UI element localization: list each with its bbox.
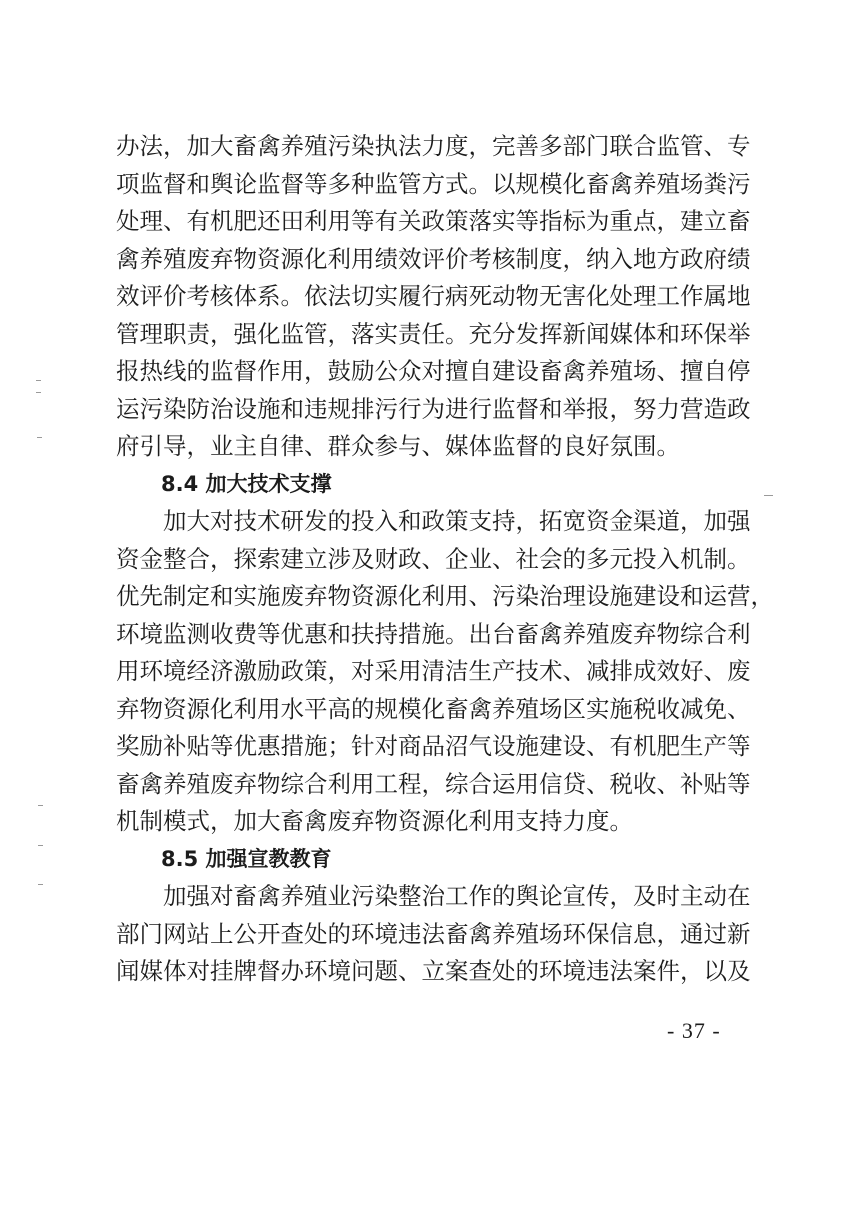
scan-mark — [36, 380, 41, 381]
scan-mark — [38, 805, 43, 806]
section-heading-8-4: 8.4 加大技术支撑 — [161, 471, 332, 496]
body-line: 畜禽养殖废弃物综合利用工程，综合运用信贷、税收、补贴等 — [116, 769, 751, 798]
section-heading-8-5: 8.5 加强宣教教育 — [161, 846, 332, 871]
page-body — [116, 128, 774, 991]
scan-mark — [764, 495, 773, 496]
body-line: 管理职责，强化监管，落实责任。充分发挥新闻媒体和环保举 — [116, 319, 751, 348]
body-line: 项监督和舆论监督等多种监管方式。以规模化畜禽养殖场粪污 — [116, 169, 751, 198]
body-line: 处理、有机肥还田利用等有关政策落实等指标为重点，建立畜 — [116, 207, 751, 235]
body-line: 部门网站上公开查处的环境违法畜禽养殖场环保信息，通过新 — [116, 919, 751, 948]
body-line: 闻媒体对挂牌督办环境问题、立案查处的环境违法案件，以及 — [116, 957, 751, 985]
scan-mark — [36, 392, 41, 393]
body-line: 奖励补贴等优惠措施；针对商品沼气设施建设、有机肥生产等 — [116, 732, 751, 760]
body-line: 报热线的监督作用，鼓励公众对擅自建设畜禽养殖场、擅自停 — [116, 357, 751, 385]
body-line: 府引导，业主自律、群众参与、媒体监督的良好氛围。 — [116, 432, 680, 460]
body-line: 用环境经济激励政策，对采用清洁生产技术、减排成效好、废 — [116, 657, 751, 685]
body-line: 弃物资源化利用水平高的规模化畜禽养殖场区实施税收减免、 — [116, 694, 751, 723]
body-line: 加大对技术研发的投入和政策支持，拓宽资金渠道，加强 — [163, 507, 751, 535]
scan-mark — [37, 437, 42, 438]
body-line: 办法，加大畜禽养殖污染执法力度，完善多部门联合监管、专 — [116, 132, 751, 160]
scan-mark — [38, 845, 43, 846]
body-line: 运污染防治设施和违规排污行为进行监督和举报，努力营造政 — [116, 394, 751, 423]
body-line: 机制模式，加大畜禽废弃物资源化利用支持力度。 — [116, 807, 633, 835]
page-number: - 37 - — [667, 1018, 721, 1043]
body-line: 效评价考核体系。依法切实履行病死动物无害化处理工作属地 — [116, 282, 751, 310]
body-line: 资金整合，探索建立涉及财政、企业、社会的多元投入机制。 — [116, 544, 751, 573]
body-line: 优先制定和实施废弃物资源化利用、污染治理设施建设和运营， — [116, 582, 774, 610]
body-line: 加强对畜禽养殖业污染整治工作的舆论宣传，及时主动在 — [163, 882, 751, 910]
body-line: 环境监测收费等优惠和扶持措施。出台畜禽养殖废弃物综合利 — [116, 619, 751, 648]
body-line: 禽养殖废弃物资源化利用绩效评价考核制度，纳入地方政府绩 — [116, 244, 751, 273]
scan-mark — [38, 884, 43, 885]
